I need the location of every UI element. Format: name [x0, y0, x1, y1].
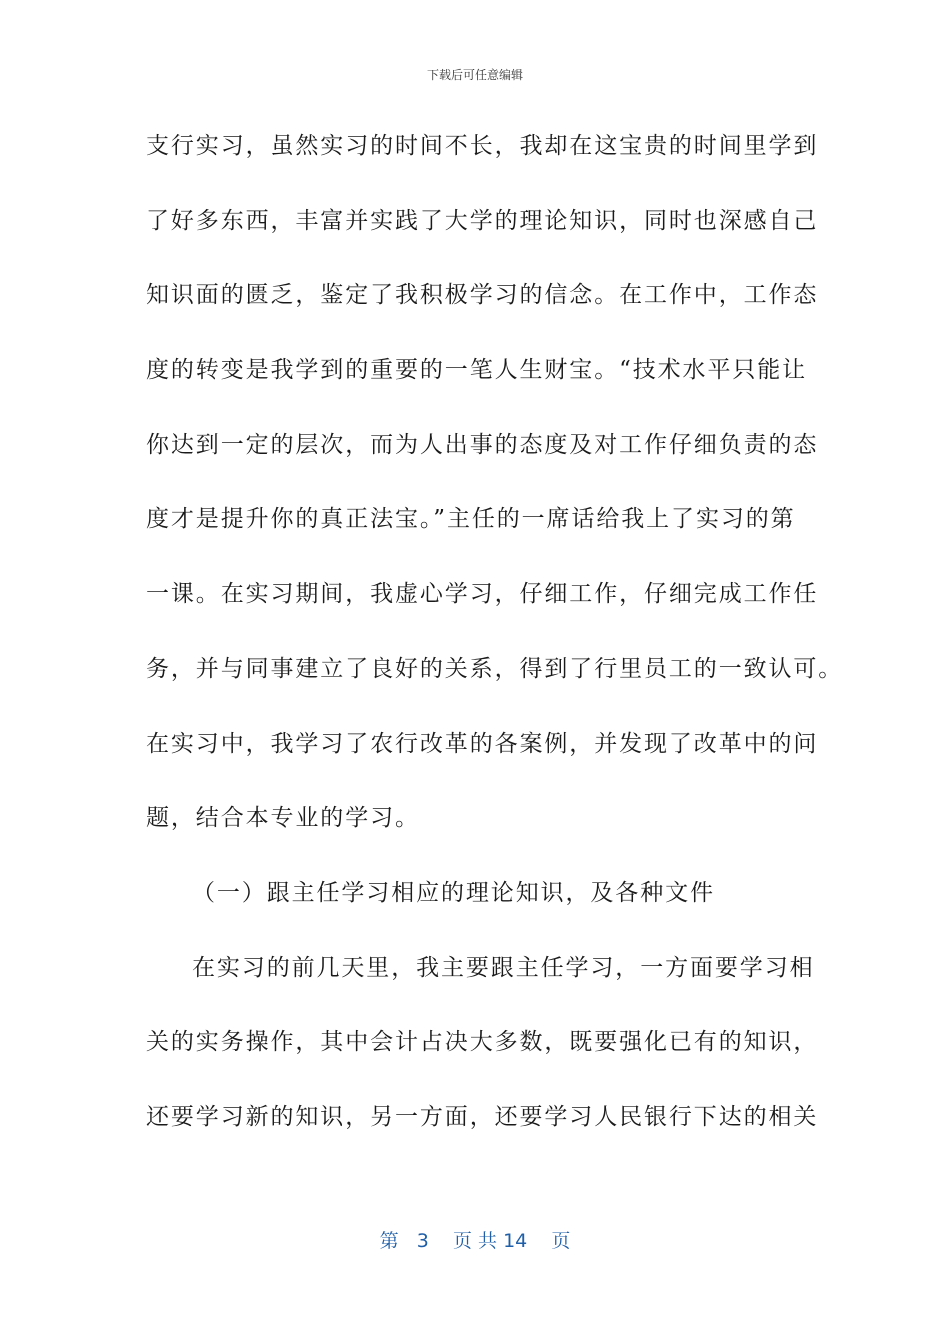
paragraph-line: 题，结合本专业的学习。: [146, 805, 420, 832]
paragraph-line: 关的实务操作，其中会计占决大多数，既要强化已有的知识，: [146, 1029, 819, 1056]
section-heading: （一）跟主任学习相应的理论知识，及各种文件: [192, 879, 715, 906]
total-pages-number: 14: [503, 1230, 528, 1252]
body-text: [146, 124, 844, 1170]
footer-middle: 页 共: [452, 1230, 498, 1252]
paragraph-line: 一课。在实习期间，我虚心学习，仔细工作，仔细完成工作任: [146, 581, 819, 608]
paragraph-line: 知识面的匮乏，鉴定了我积极学习的信念。在工作中，工作态: [146, 282, 819, 309]
paragraph-line: 在实习的前几天里，我主要跟主任学习，一方面要学习相: [192, 954, 815, 981]
paragraph-line: 你达到一定的层次，而为人出事的态度及对工作仔细负责的态: [146, 431, 819, 458]
paragraph-line: 务，并与同事建立了良好的关系，得到了行里员工的一致认可。: [146, 655, 844, 682]
paragraph-line: 度的转变是我学到的重要的一笔人生财宝。“技术水平只能让: [146, 357, 808, 384]
footer-prefix: 第: [379, 1230, 399, 1252]
paragraph-line: 了好多东西，丰富并实践了大学的理论知识，同时也深感自己: [146, 207, 819, 234]
page-header-note: 下载后可任意编辑: [426, 68, 523, 82]
page-footer: [0, 1226, 950, 1253]
paragraph-line: 支行实习，虽然实习的时间不长，我却在这宝贵的时间里学到: [146, 133, 819, 159]
paragraph-line: 度才是提升你的真正法宝。”主任的一席话给我上了实习的第: [146, 506, 796, 533]
current-page-number: 3: [416, 1230, 429, 1252]
footer-suffix: 页: [551, 1230, 571, 1252]
paragraph-line: 还要学习新的知识，另一方面，还要学习人民银行下达的相关: [146, 1103, 819, 1130]
paragraph-line: 在实习中，我学习了农行改革的各案例，并发现了改革中的问: [146, 730, 819, 757]
